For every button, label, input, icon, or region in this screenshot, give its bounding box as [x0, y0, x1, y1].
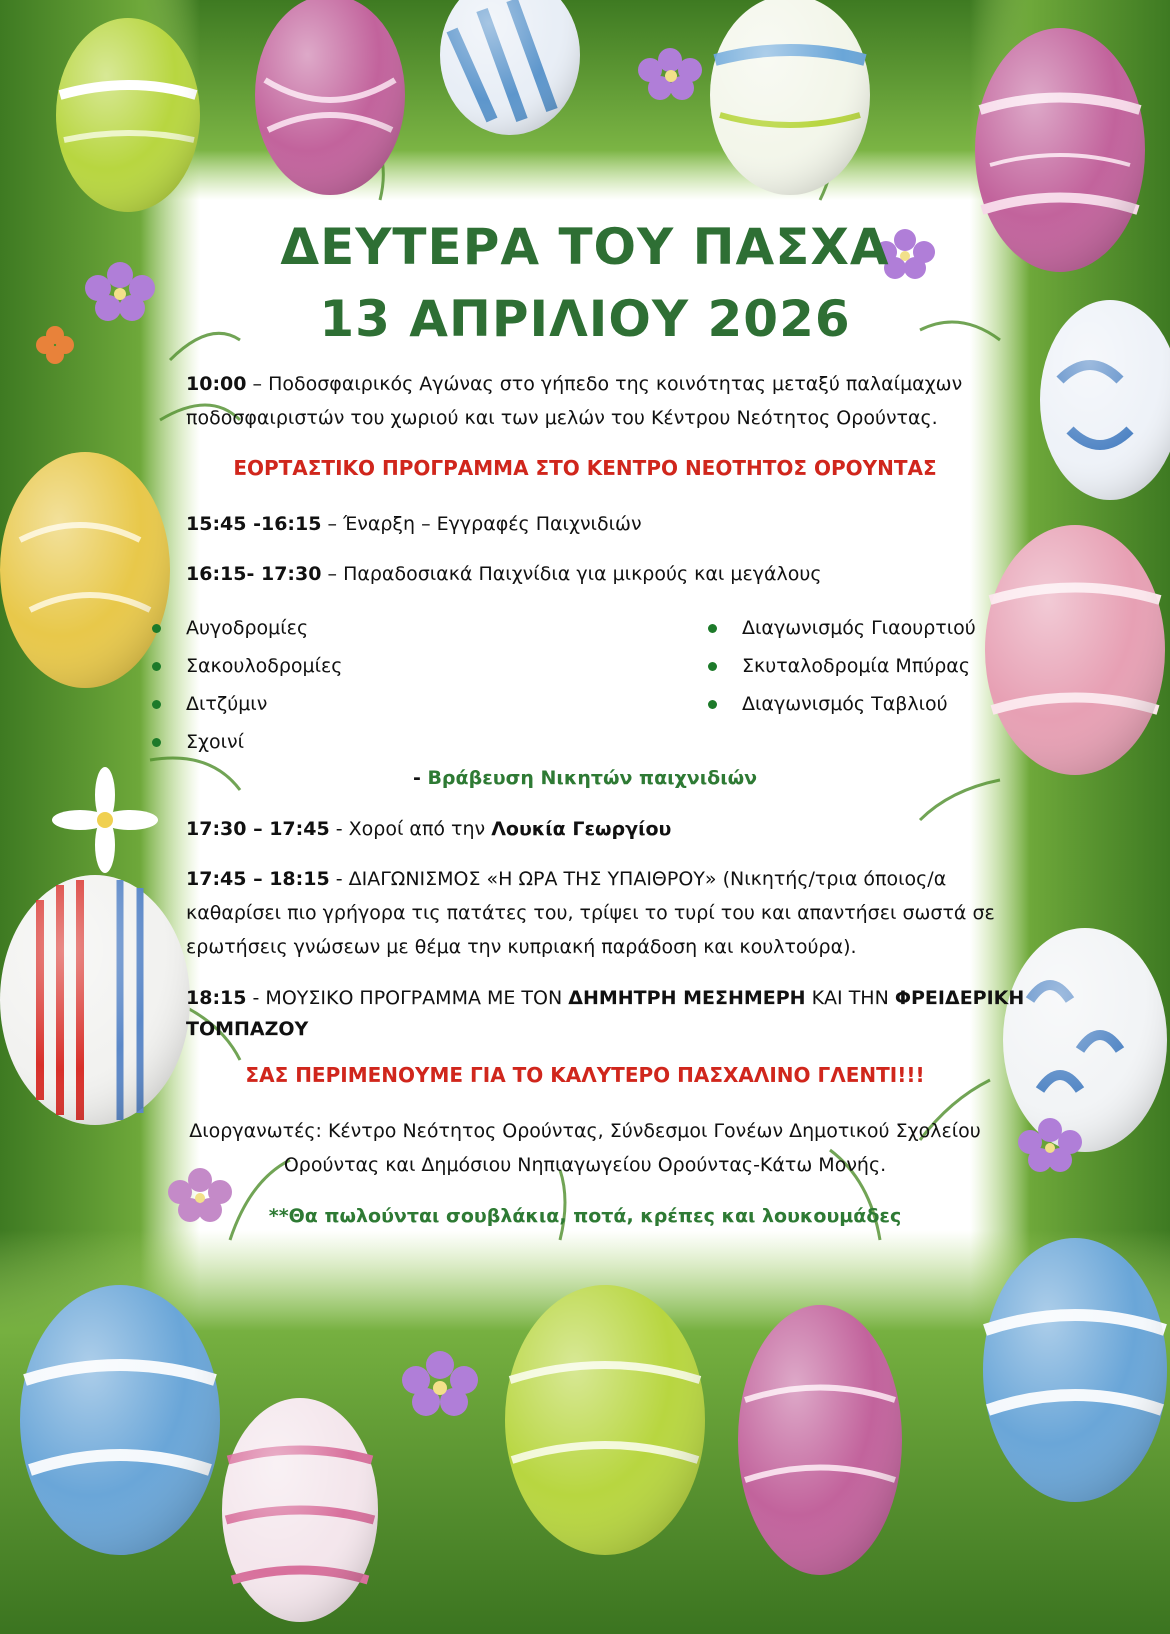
food-note: **Θα πωλούνται σουβλάκια, ποτά, κρέπες και λουκουμάδες — [268, 1205, 902, 1227]
title-line-1: ΔΕΥΤΕΡΑ ΤΟΥ ΠΑΣΧΑ — [280, 218, 890, 276]
contest-line-2: καθαρίσει πιο γρήγορα τις πατάτες του, τρίψει το τυρί του και απαντήσει σωστά σε — [186, 902, 995, 924]
music-performer-1: ΔΗΜΗΤΡΗ ΜΕΣΗΜΕΡΗ — [568, 987, 806, 1009]
game-right-2: Σκυταλοδρομία Μπύρας — [742, 655, 970, 677]
game-left-3: Διτζύμιν — [186, 693, 268, 715]
bullet-icon — [708, 662, 717, 671]
schedule-item-1 — [186, 507, 642, 541]
contest-line-3: ερωτήσεις γνώσεων με θέμα την κυπριακή παράδοση και κουλτούρα). — [186, 936, 857, 958]
game-left-4: Σχοινί — [186, 731, 245, 753]
awards-text: Βράβευση Νικητών παιχνιδιών — [427, 767, 758, 789]
organizers-line-2: Ορούντας και Δημόσιου Νηπιαγωγείου Ορούντας-Κάτω Μονής. — [283, 1154, 887, 1176]
contest-text-1: - ΔΙΑΓΩΝΙΣΜΟΣ «Η ΩΡΑ ΤΗΣ ΥΠΑΙΘΡΟΥ» (Νικητής/τρια όποιος/α — [329, 868, 947, 890]
bullet-icon — [708, 700, 717, 709]
game-left-2: Σακουλοδρομίες — [186, 655, 343, 677]
football-line-2: ποδοσφαιριστών του χωριού και των μελών του Κέντρου Νεότητος Ορούντας. — [186, 407, 938, 429]
bullet-icon — [152, 738, 161, 747]
contest-line-1 — [186, 862, 946, 896]
bullet-icon — [152, 700, 161, 709]
schedule-text-2: Παραδοσιακά Παιχνίδια για μικρούς και μεγάλους — [343, 563, 822, 585]
bullet-icon — [152, 662, 161, 671]
schedule-sep-2: – — [321, 563, 344, 585]
closing-line: ΣΑΣ ΠΕΡΙΜΕΝΟΥΜΕ ΓΙΑ ΤΟ ΚΑΛΥΤΕΡΟ ΠΑΣΧΑΛΙΝΟ ΓΛΕΝΤΙ!!! — [245, 1063, 925, 1087]
program-heading: ΕΟΡΤΑΣΤΙΚΟ ΠΡΟΓΡΑΜΜΑ ΣΤΟ ΚΕΝΤΡΟ ΝΕΟΤΗΤΟΣ ΟΡΟΥΝΤΑΣ — [233, 456, 937, 480]
dances-text: - Χοροί από την — [329, 818, 492, 840]
schedule-sep-1: – — [321, 513, 344, 535]
music-performer-2a: ΦΡΕΙΔΕΡΙΚΗ — [894, 987, 1025, 1009]
contest-time: 17:45 – 18:15 — [186, 868, 330, 890]
football-time: 10:00 — [186, 373, 247, 395]
bullet-icon — [708, 624, 717, 633]
music-text-1: - ΜΟΥΣΙΚΟ ΠΡΟΓΡΑΜΜΑ ΜΕ ΤΟΝ — [246, 987, 569, 1009]
awards-line — [0, 761, 1170, 795]
awards-dash: - — [412, 767, 428, 789]
schedule-text-1: Έναρξη – Εγγραφές Παιχνιδιών — [343, 513, 642, 535]
bullet-icon — [152, 624, 161, 633]
dances-line — [186, 812, 671, 846]
football-text-1: Ποδοσφαιρικός Αγώνας στο γήπεδο της κοινότητας μεταξύ παλαίμαχων — [268, 373, 963, 395]
football-sep: – — [246, 373, 269, 395]
dances-performer: Λουκία Γεωργίου — [491, 818, 672, 840]
game-left-1: Αυγοδρομίες — [186, 617, 309, 639]
organizers-line-1: Διοργανωτές: Κέντρο Νεότητος Ορούντας, Σύνδεσμοι Γονέων Δημοτικού Σχολείου — [189, 1120, 981, 1142]
music-time: 18:15 — [186, 987, 247, 1009]
dances-time: 17:30 – 17:45 — [186, 818, 330, 840]
music-text-2: ΚΑΙ ΤΗΝ — [805, 987, 895, 1009]
football-line-1 — [186, 367, 962, 401]
schedule-item-2 — [186, 557, 822, 591]
music-line-2: ΤΟΜΠΑΖΟΥ — [186, 1018, 309, 1040]
title-line-2: 13 ΑΠΡΙΛΙΟΥ 2026 — [319, 290, 851, 348]
music-line-1 — [186, 981, 1024, 1015]
schedule-time-1: 15:45 -16:15 — [186, 513, 322, 535]
game-right-3: Διαγωνισμός Ταβλιού — [742, 693, 948, 715]
schedule-time-2: 16:15- 17:30 — [186, 563, 322, 585]
game-right-1: Διαγωνισμός Γιαουρτιού — [742, 617, 976, 639]
